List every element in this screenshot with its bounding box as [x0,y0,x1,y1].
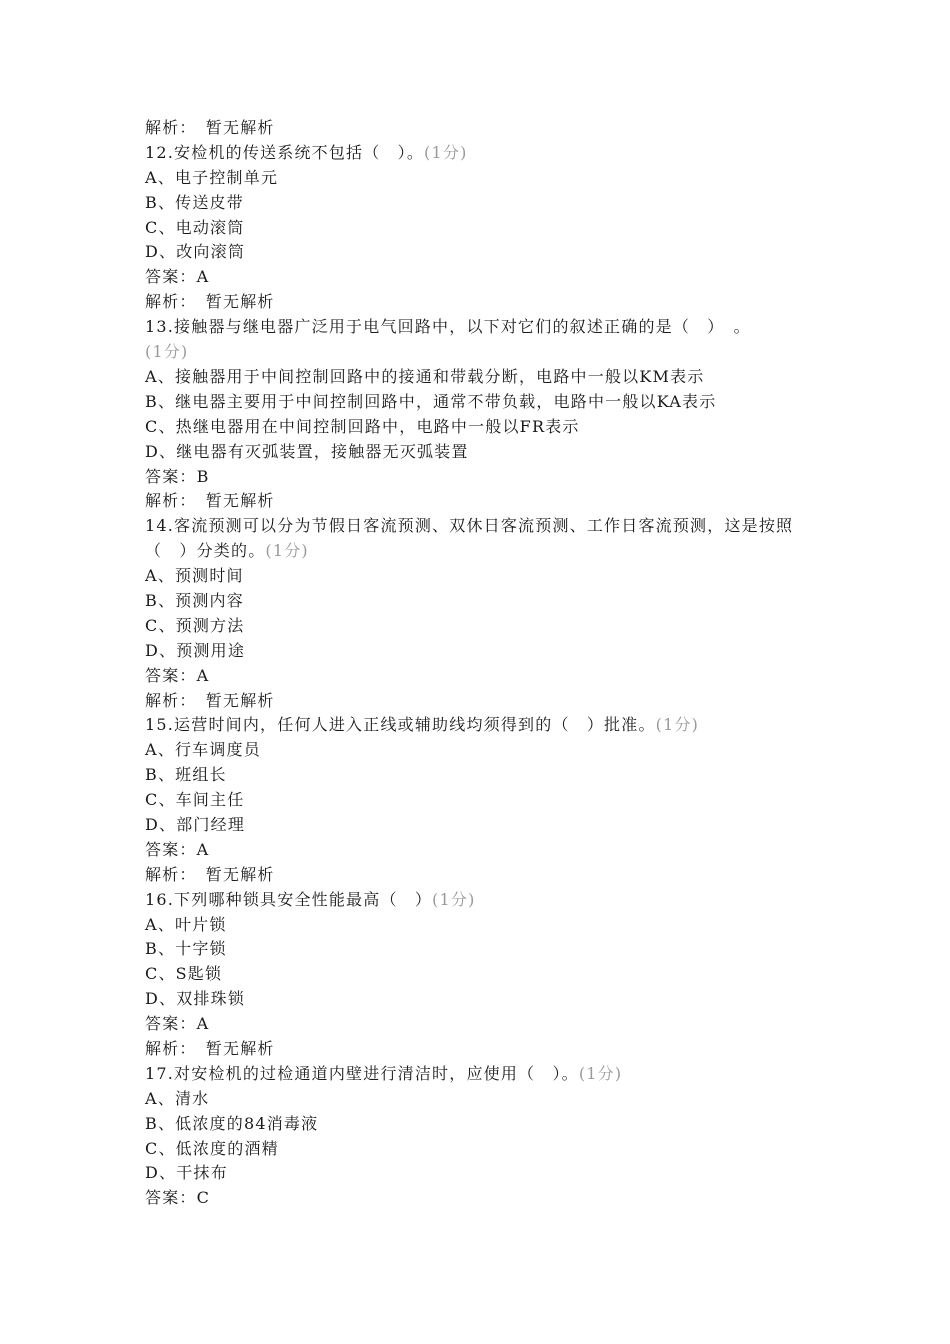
analysis-line: 解析： 暂无解析 [145,690,275,710]
stem-text: 15.运营时间内，任何人进入正线或辅助线均须得到的（ ）批准。 [145,715,656,735]
answer-line: 答案：B [145,466,210,486]
option-d: D、继电器有灭弧装置，接触器无灭弧装置 [145,441,469,461]
analysis-line: 解析： 暂无解析 [145,864,275,884]
answer-line: 答案：A [145,267,210,287]
option-b: B、继电器主要用于中间控制回路中，通常不带负载，电路中一般以KA表示 [145,391,717,411]
question-stem [145,141,815,166]
score-label: (1分) [432,889,476,909]
analysis-line: 解析： 暂无解析 [145,1039,275,1059]
score-label: (1分) [424,142,468,162]
option-d: D、改向滚筒 [145,242,246,262]
option-c: C、预测方法 [145,615,245,635]
option-b: B、传送皮带 [145,192,244,212]
option-d: D、预测用途 [145,640,246,660]
option-b: B、班组长 [145,765,227,785]
question-stem [145,514,815,564]
answer-line: 答案：A [145,1014,210,1034]
stem-text: 16.下列哪种锁具安全性能最高（ ） [145,889,433,909]
option-a: A、清水 [145,1088,210,1108]
option-c: C、电动滚筒 [145,217,245,237]
stem-text: 17.对安检机的过检通道内壁进行清洁时，应使用（ ）。 [145,1063,579,1083]
score-label: (1分) [145,342,189,362]
option-a: A、接触器用于中间控制回路中的接通和带载分断，电路中一般以KM表示 [145,366,705,386]
score-label: (1分) [655,715,700,735]
option-d: D、双排珠锁 [145,989,246,1009]
question-stem [145,888,815,913]
question-stem [145,713,815,738]
stem-text: 14.客流预测可以分为节假日客流预测、双休日客流预测、工作日客流预测，这是按照（ ）分类的。 [145,516,794,561]
option-c: C、低浓度的酒精 [145,1138,279,1158]
option-c: C、热继电器用在中间控制回路中，电路中一般以FR表示 [145,416,580,436]
document-body [145,116,815,1211]
answer-line: 答案：C [145,1188,211,1208]
answer-line: 答案：A [145,665,210,685]
analysis-line: 解析： 暂无解析 [145,118,275,137]
option-a: A、电子控制单元 [145,167,279,187]
analysis-line: 解析： 暂无解析 [145,292,275,312]
answer-line: 答案：A [145,839,210,859]
option-c: C、S匙锁 [145,964,223,984]
option-a: A、预测时间 [145,566,244,586]
option-a: A、叶片锁 [145,914,227,934]
option-b: B、十字锁 [145,939,227,959]
option-b: B、预测内容 [145,590,244,610]
question-stem [145,1062,815,1087]
option-d: D、干抹布 [145,1163,228,1183]
option-d: D、部门经理 [145,815,246,834]
stem-text: 12.安检机的传送系统不包括（ ）。 [145,142,425,162]
stem-text: 13.接触器与继电器广泛用于电气回路中，以下对它们的叙述正确的是（ ） 。 [145,317,751,337]
score-label: (1分) [265,541,309,561]
analysis-line: 解析： 暂无解析 [145,491,275,511]
score-label: (1分) [578,1063,623,1083]
option-b: B、低浓度的84消毒液 [145,1113,319,1133]
option-c: C、车间主任 [145,790,245,810]
option-a: A、行车调度员 [145,740,261,760]
question-stem [145,315,815,365]
